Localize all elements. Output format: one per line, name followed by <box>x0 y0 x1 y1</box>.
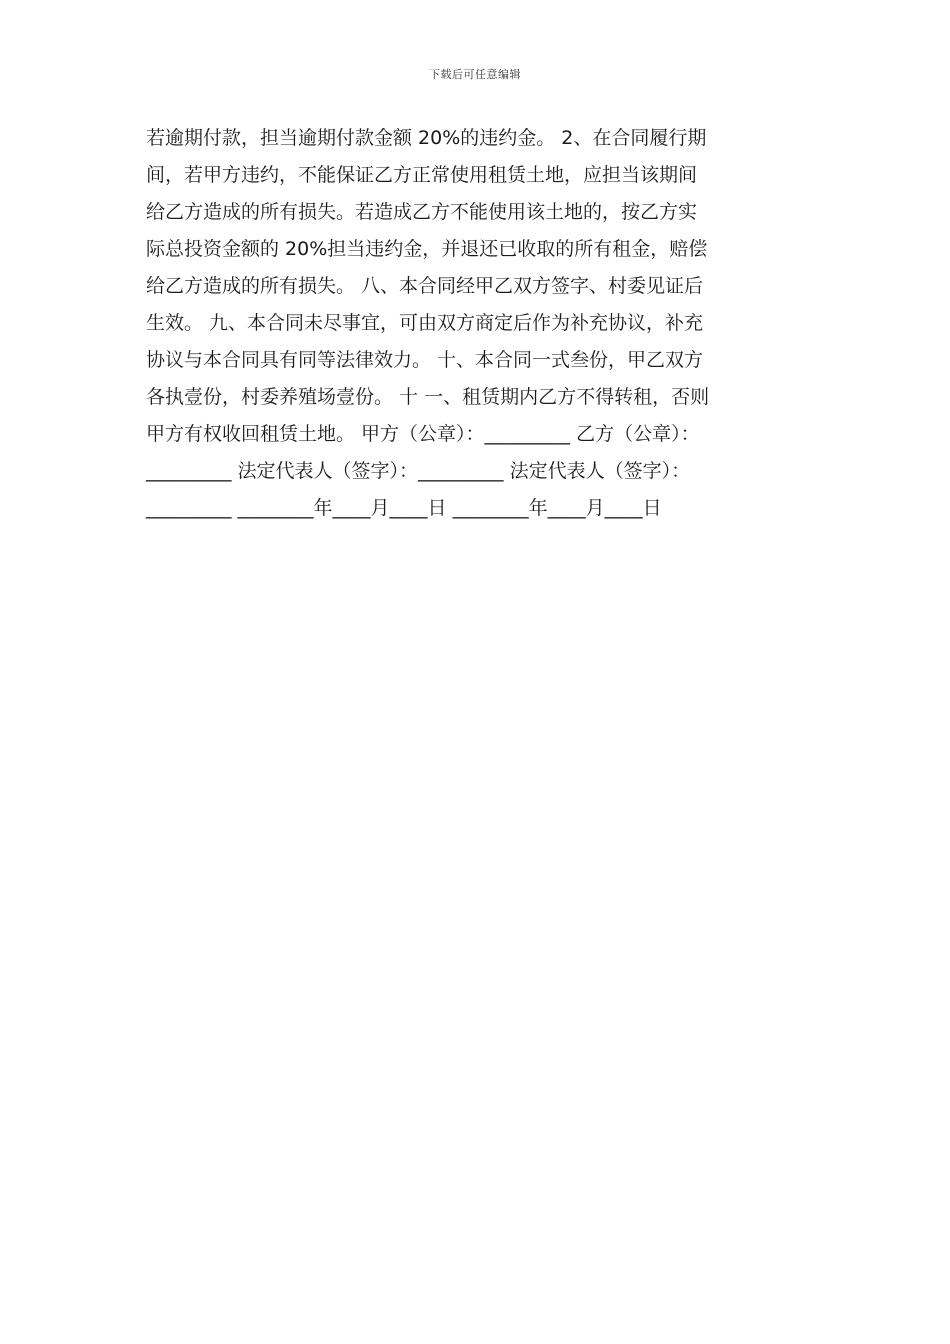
header-note: 下载后可任意编辑 <box>429 68 521 81</box>
text-line: 各执壹份，村委养殖场壹份。 十 一、租赁期内乙方不得转租，否则 <box>146 386 710 408</box>
text-line: 给乙方造成的所有损失。 八、本合同经甲乙双方签字、村委见证后 <box>146 275 704 297</box>
text-line: 若逾期付款，担当逾期付款金额 20%的违约金。 2、在合同履行期 <box>146 127 707 149</box>
text-line: 际总投资金额的 20%担当违约金，并退还已收取的所有租金，赔偿 <box>146 238 708 260</box>
date-line: _________ ________年____月____日 ________年____月____日 <box>146 497 662 519</box>
contract-body <box>146 120 816 527</box>
text-line: 协议与本合同具有同等法律效力。 十、本合同一式叁份，甲乙双方 <box>146 349 704 371</box>
signature-line: 甲方有权收回租赁土地。 甲方（公章）：_________ 乙方（公章）： <box>146 423 700 445</box>
text-line: 给乙方造成的所有损失。若造成乙方不能使用该土地的，按乙方实 <box>146 201 698 223</box>
text-line: 生效。 九、本合同未尽事宜，可由双方商定后作为补充协议，补充 <box>146 312 704 334</box>
text-line: 间，若甲方违约，不能保证乙方正常使用租赁土地，应担当该期间 <box>146 164 698 186</box>
signature-line: _________ 法定代表人（签字）：_________ 法定代表人（签字）： <box>146 460 691 482</box>
